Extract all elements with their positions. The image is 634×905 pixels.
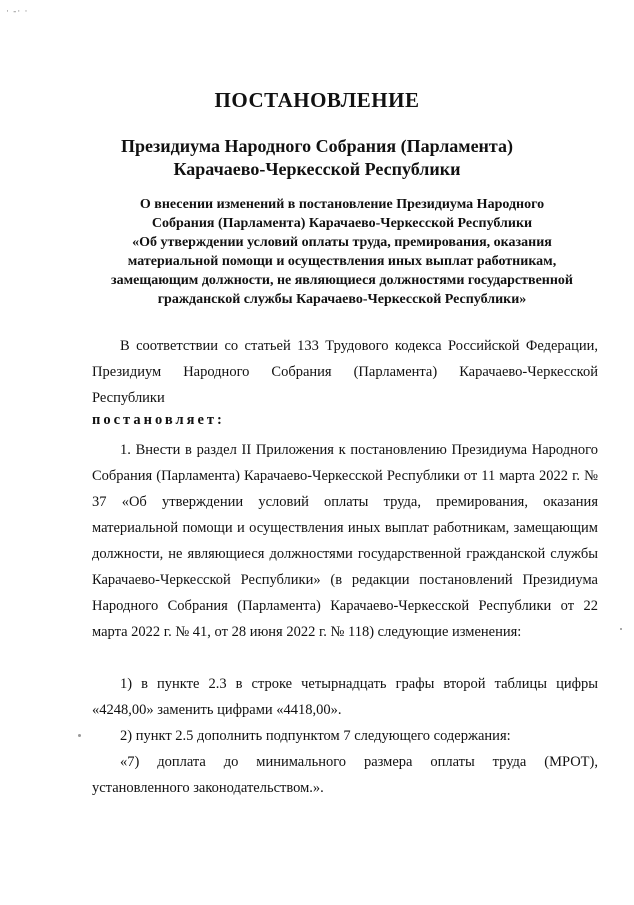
subitem-2-text-paragraph: «7) доплата до минимального размера оплаты труда (МРОТ), установленного законодательством.». (92, 754, 598, 796)
scan-edge-mark (620, 628, 622, 630)
document-title: ПОСТАНОВЛЕНИЕ (214, 88, 420, 112)
document-subject (92, 195, 592, 309)
preamble-paragraph: В соответствии со статьей 133 Трудового кодекса Российской Федерации, Президиум Народного Собрания (Парламента) Карачаево-Черкесской Республики (92, 338, 598, 406)
issuer-line: Карачаево-Черкесской Республики (173, 159, 461, 179)
subject-line: О внесении изменений в постановление Президиума Народного (139, 197, 545, 212)
scan-corner-mark: · -· · (6, 6, 29, 16)
decree-word: постановляет: (92, 412, 225, 428)
issuer-block (0, 135, 634, 181)
item-1-paragraph: 1. Внести в раздел II Приложения к постановлению Президиума Народного Собрания (Парламента) Карачаево-Черкесской Республики от 11 марта 2022 г. № 37 «Об утверждении условий оплаты труда, премирования, оказания материальной помощи и осуществления иных выплат работникам, замещающим должности, не являющиеся должностями государственной гражданской службы Карачаево-Черкесской Республики» (в редакции постановлений Президиума Народного Собрания (Парламента) Карачаево-Черкесской Республики от 22 марта 2022 г. № 41, от 28 июня 2022 г. № 118) следующие изменения: (92, 442, 598, 640)
subject-line: «Об утверждении условий оплаты труда, премирования, оказания (132, 235, 552, 250)
subject-line: Собрания (Парламента) Карачаево-Черкесской Республики (151, 216, 533, 231)
issuer-line: Президиума Народного Собрания (Парламента) (120, 136, 513, 156)
subitem-1-paragraph: 1) в пункте 2.3 в строке четырнадцать графы второй таблицы цифры «4248,00» заменить цифрами «4418,00». (92, 676, 598, 718)
subject-line: замещающим должности, не являющиеся должностями государственной (111, 273, 573, 288)
subject-line: гражданской службы Карачаево-Черкесской Республики» (157, 292, 527, 307)
subject-line: материальной помощи и осуществления иных выплат работникам, (127, 254, 557, 269)
subitem-2-paragraph: 2) пункт 2.5 дополнить подпунктом 7 следующего содержания: (120, 728, 511, 744)
scan-dot (78, 734, 81, 737)
